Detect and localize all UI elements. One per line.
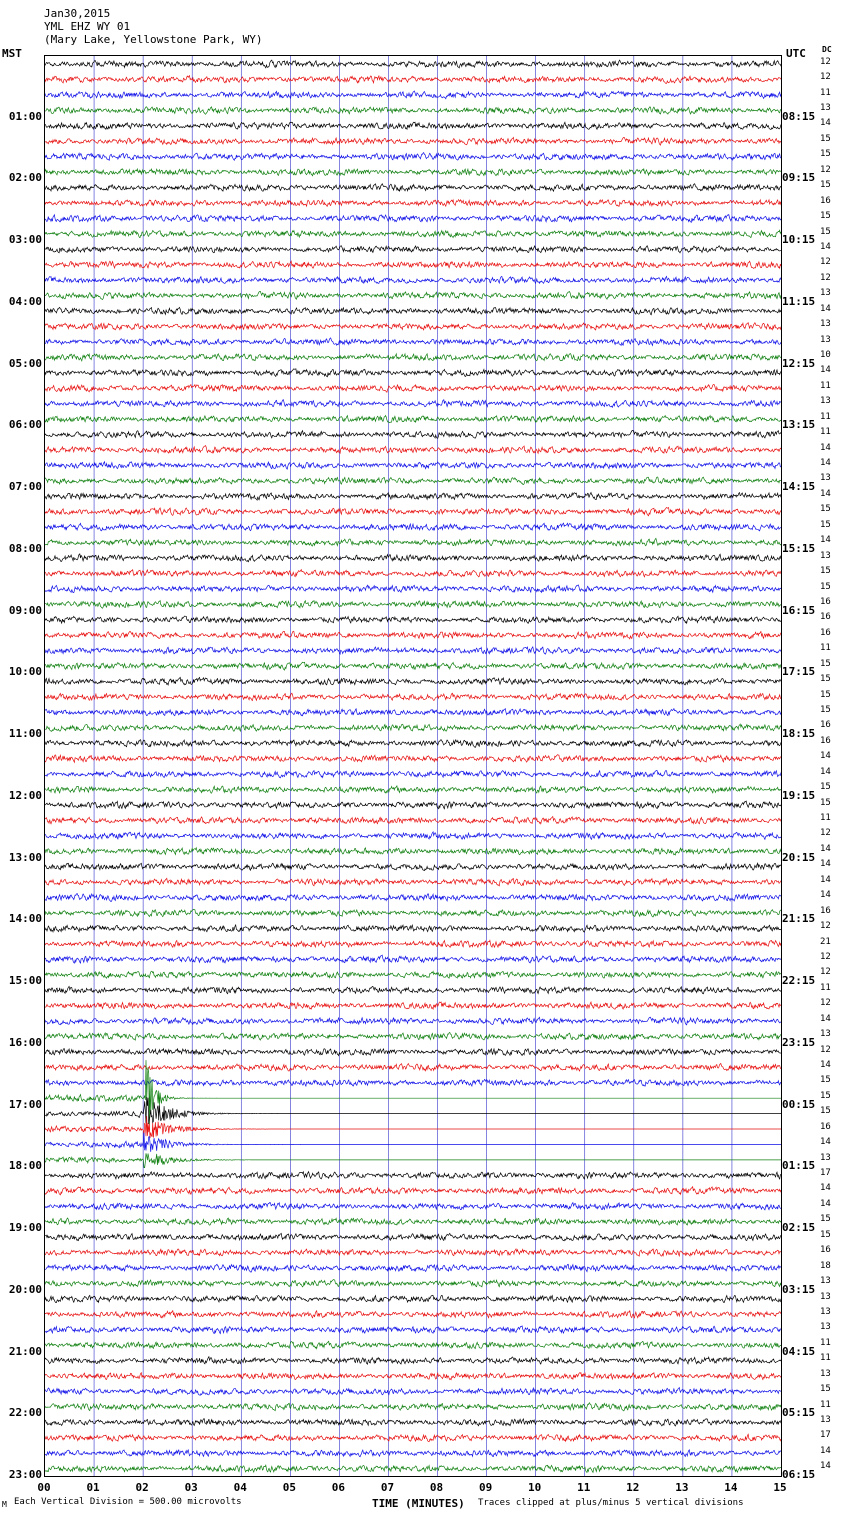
left-axis-label: MST bbox=[2, 47, 22, 60]
dc-value: 12 bbox=[820, 1044, 831, 1055]
right-time-label: 12:15 bbox=[782, 356, 816, 370]
dc-value: 11 bbox=[820, 1337, 831, 1348]
dc-value: 16 bbox=[820, 612, 831, 623]
dc-value: 15 bbox=[820, 211, 831, 222]
footer-clip-note: Traces clipped at plus/minus 5 vertical divisions bbox=[478, 1498, 744, 1508]
dc-value: 11 bbox=[820, 982, 831, 993]
left-time-label: 10:00 bbox=[8, 665, 42, 679]
dc-column-label: DC bbox=[822, 45, 832, 54]
right-time-label: 02:15 bbox=[782, 1221, 816, 1235]
right-axis-label: UTC bbox=[786, 47, 806, 60]
dc-value: 16 bbox=[820, 735, 831, 746]
dc-value: 15 bbox=[820, 782, 831, 793]
x-tick-label: 06 bbox=[331, 1481, 346, 1494]
right-time-label: 20:15 bbox=[782, 850, 816, 864]
left-time-label: 06:00 bbox=[8, 418, 42, 432]
x-tick-label: 02 bbox=[135, 1481, 149, 1494]
dc-value: 11 bbox=[820, 411, 831, 422]
dc-value: 14 bbox=[820, 241, 831, 252]
dc-value: 14 bbox=[820, 1059, 831, 1070]
dc-value: 13 bbox=[820, 550, 831, 561]
dc-value: 14 bbox=[820, 1461, 831, 1472]
header-station: YML EHZ WY 01 bbox=[44, 20, 131, 33]
dc-value: 12 bbox=[820, 921, 831, 932]
dc-value: 13 bbox=[820, 1276, 831, 1287]
dc-value: 14 bbox=[820, 442, 831, 453]
header-location: (Mary Lake, Yellowstone Park, WY) bbox=[44, 33, 263, 46]
right-time-label: 09:15 bbox=[782, 171, 816, 185]
left-time-label: 20:00 bbox=[8, 1282, 42, 1296]
right-time-label: 00:15 bbox=[782, 1097, 816, 1111]
dc-value: 14 bbox=[820, 874, 831, 885]
left-time-label: 03:00 bbox=[8, 233, 42, 247]
dc-value: 13 bbox=[820, 1152, 831, 1163]
dc-value: 16 bbox=[820, 195, 831, 206]
dc-value: 14 bbox=[820, 843, 831, 854]
dc-value: 15 bbox=[820, 1214, 831, 1225]
right-time-label: 13:15 bbox=[782, 418, 816, 432]
dc-value: 14 bbox=[820, 365, 831, 376]
dc-value: 13 bbox=[820, 319, 831, 330]
right-time-label: 18:15 bbox=[782, 727, 816, 741]
dc-value: 14 bbox=[820, 118, 831, 129]
dc-value: 17 bbox=[820, 1430, 831, 1441]
dc-value: 15 bbox=[820, 1090, 831, 1101]
x-axis-title: TIME (MINUTES) bbox=[372, 1497, 465, 1510]
dc-value: 13 bbox=[820, 1414, 831, 1425]
x-tick-label: 07 bbox=[380, 1481, 395, 1494]
dc-value: 14 bbox=[820, 1198, 831, 1209]
left-time-label: 12:00 bbox=[8, 788, 42, 802]
right-time-label: 11:15 bbox=[782, 294, 816, 308]
x-tick-label: 13 bbox=[675, 1481, 689, 1494]
left-time-label: 14:00 bbox=[8, 912, 42, 926]
dc-value: 15 bbox=[820, 581, 831, 592]
x-tick-label: 04 bbox=[233, 1481, 247, 1494]
left-time-label: 13:00 bbox=[8, 850, 42, 864]
dc-value: 15 bbox=[820, 519, 831, 530]
dc-value: 11 bbox=[820, 87, 831, 98]
dc-value: 13 bbox=[820, 103, 831, 114]
right-time-label: 16:15 bbox=[782, 603, 816, 617]
dc-value: 16 bbox=[820, 1245, 831, 1256]
left-time-label: 19:00 bbox=[8, 1221, 42, 1235]
dc-value: 14 bbox=[820, 890, 831, 901]
dc-value: 14 bbox=[820, 766, 831, 777]
dc-value: 12 bbox=[820, 272, 831, 283]
dc-value: 13 bbox=[820, 334, 831, 345]
left-time-label: 05:00 bbox=[8, 356, 42, 370]
dc-value: 15 bbox=[820, 674, 831, 685]
right-time-label: 22:15 bbox=[782, 974, 816, 988]
right-time-label: 23:15 bbox=[782, 1035, 816, 1049]
right-time-label: 15:15 bbox=[782, 541, 816, 555]
trace-canvas bbox=[45, 56, 781, 1476]
dc-value: 16 bbox=[820, 905, 831, 916]
dc-value: 17 bbox=[820, 1168, 831, 1179]
dc-value: 15 bbox=[820, 658, 831, 669]
dc-value: 11 bbox=[820, 427, 831, 438]
right-time-label: 01:15 bbox=[782, 1159, 816, 1173]
left-time-label: 21:00 bbox=[8, 1344, 42, 1358]
right-time-label: 17:15 bbox=[782, 665, 816, 679]
dc-value: 14 bbox=[820, 303, 831, 314]
left-time-label: 17:00 bbox=[8, 1097, 42, 1111]
dc-value: 11 bbox=[820, 1399, 831, 1410]
right-time-label: 10:15 bbox=[782, 233, 816, 247]
x-tick-label: 11 bbox=[577, 1481, 591, 1494]
dc-value: 14 bbox=[820, 859, 831, 870]
x-tick-label: 14 bbox=[724, 1481, 738, 1494]
left-time-label: 15:00 bbox=[8, 974, 42, 988]
dc-value: 12 bbox=[820, 72, 831, 83]
dc-value: 11 bbox=[820, 1353, 831, 1364]
dc-value: 13 bbox=[820, 1322, 831, 1333]
x-tick-label: 09 bbox=[478, 1481, 493, 1494]
dc-value: 13 bbox=[820, 473, 831, 484]
dc-value: 15 bbox=[820, 226, 831, 237]
left-time-label: 23:00 bbox=[8, 1468, 42, 1481]
dc-value: 16 bbox=[820, 596, 831, 607]
footer-mu: M bbox=[2, 1500, 7, 1509]
right-time-label: 05:15 bbox=[782, 1406, 816, 1420]
dc-value: 14 bbox=[820, 1137, 831, 1148]
dc-value: 12 bbox=[820, 998, 831, 1009]
x-tick-label: 00 bbox=[37, 1481, 51, 1494]
x-tick-label: 05 bbox=[282, 1481, 296, 1494]
dc-value: 14 bbox=[820, 488, 831, 499]
dc-value: 14 bbox=[820, 1013, 831, 1024]
x-tick-label: 03 bbox=[184, 1481, 198, 1494]
dc-value: 12 bbox=[820, 951, 831, 962]
dc-value: 15 bbox=[820, 704, 831, 715]
left-time-label: 09:00 bbox=[8, 603, 42, 617]
dc-value: 14 bbox=[820, 458, 831, 469]
left-time-label: 22:00 bbox=[8, 1406, 42, 1420]
x-tick-label: 15 bbox=[773, 1481, 787, 1494]
x-tick-label: 08 bbox=[429, 1481, 444, 1494]
x-tick-label: 01 bbox=[86, 1481, 100, 1494]
dc-value: 11 bbox=[820, 380, 831, 391]
dc-value: 15 bbox=[820, 1106, 831, 1117]
dc-value: 13 bbox=[820, 1029, 831, 1040]
dc-value: 13 bbox=[820, 1368, 831, 1379]
dc-value: 16 bbox=[820, 627, 831, 638]
dc-value: 14 bbox=[820, 1445, 831, 1456]
dc-value: 15 bbox=[820, 133, 831, 144]
dc-value: 14 bbox=[820, 1183, 831, 1194]
right-time-label: 21:15 bbox=[782, 912, 816, 926]
dc-value: 13 bbox=[820, 288, 831, 299]
dc-value: 15 bbox=[820, 1384, 831, 1395]
right-time-label: 19:15 bbox=[782, 788, 816, 802]
dc-value: 12 bbox=[820, 257, 831, 268]
right-time-label: 14:15 bbox=[782, 480, 816, 494]
dc-value: 14 bbox=[820, 535, 831, 546]
right-time-label: 06:15 bbox=[782, 1468, 816, 1481]
dc-value: 15 bbox=[820, 1229, 831, 1240]
footer-scale-note: Each Vertical Division = 500.00 microvolts bbox=[14, 1497, 242, 1507]
left-time-label: 18:00 bbox=[8, 1159, 42, 1173]
dc-value: 12 bbox=[820, 56, 831, 67]
dc-value: 18 bbox=[820, 1260, 831, 1271]
left-time-label: 11:00 bbox=[8, 727, 42, 741]
dc-value: 11 bbox=[820, 813, 831, 824]
dc-value: 15 bbox=[820, 149, 831, 160]
dc-value: 12 bbox=[820, 164, 831, 175]
dc-value: 15 bbox=[820, 180, 831, 191]
x-tick-label: 10 bbox=[528, 1481, 542, 1494]
dc-value: 15 bbox=[820, 1075, 831, 1086]
right-time-label: 03:15 bbox=[782, 1282, 816, 1296]
dc-value: 15 bbox=[820, 566, 831, 577]
dc-value: 13 bbox=[820, 1306, 831, 1317]
dc-value: 15 bbox=[820, 689, 831, 700]
dc-value: 16 bbox=[820, 720, 831, 731]
dc-value: 14 bbox=[820, 751, 831, 762]
x-tick-label: 12 bbox=[626, 1481, 640, 1494]
plot-area bbox=[44, 55, 782, 1477]
right-time-label: 04:15 bbox=[782, 1344, 816, 1358]
dc-value: 12 bbox=[820, 828, 831, 839]
dc-value: 16 bbox=[820, 1121, 831, 1132]
dc-value: 13 bbox=[820, 396, 831, 407]
dc-value: 21 bbox=[820, 936, 831, 947]
dc-value: 15 bbox=[820, 797, 831, 808]
left-time-label: 08:00 bbox=[8, 541, 42, 555]
left-time-label: 02:00 bbox=[8, 171, 42, 185]
dc-value: 13 bbox=[820, 1291, 831, 1302]
left-time-label: 16:00 bbox=[8, 1035, 42, 1049]
dc-value: 10 bbox=[820, 349, 831, 360]
header-date: Jan30,2015 bbox=[44, 7, 111, 20]
dc-value: 12 bbox=[820, 967, 831, 978]
dc-value: 11 bbox=[820, 643, 831, 654]
left-time-label: 01:00 bbox=[8, 109, 42, 123]
left-time-label: 04:00 bbox=[8, 294, 42, 308]
left-time-label: 07:00 bbox=[8, 480, 42, 494]
dc-value: 15 bbox=[820, 504, 831, 515]
right-time-label: 08:15 bbox=[782, 109, 816, 123]
